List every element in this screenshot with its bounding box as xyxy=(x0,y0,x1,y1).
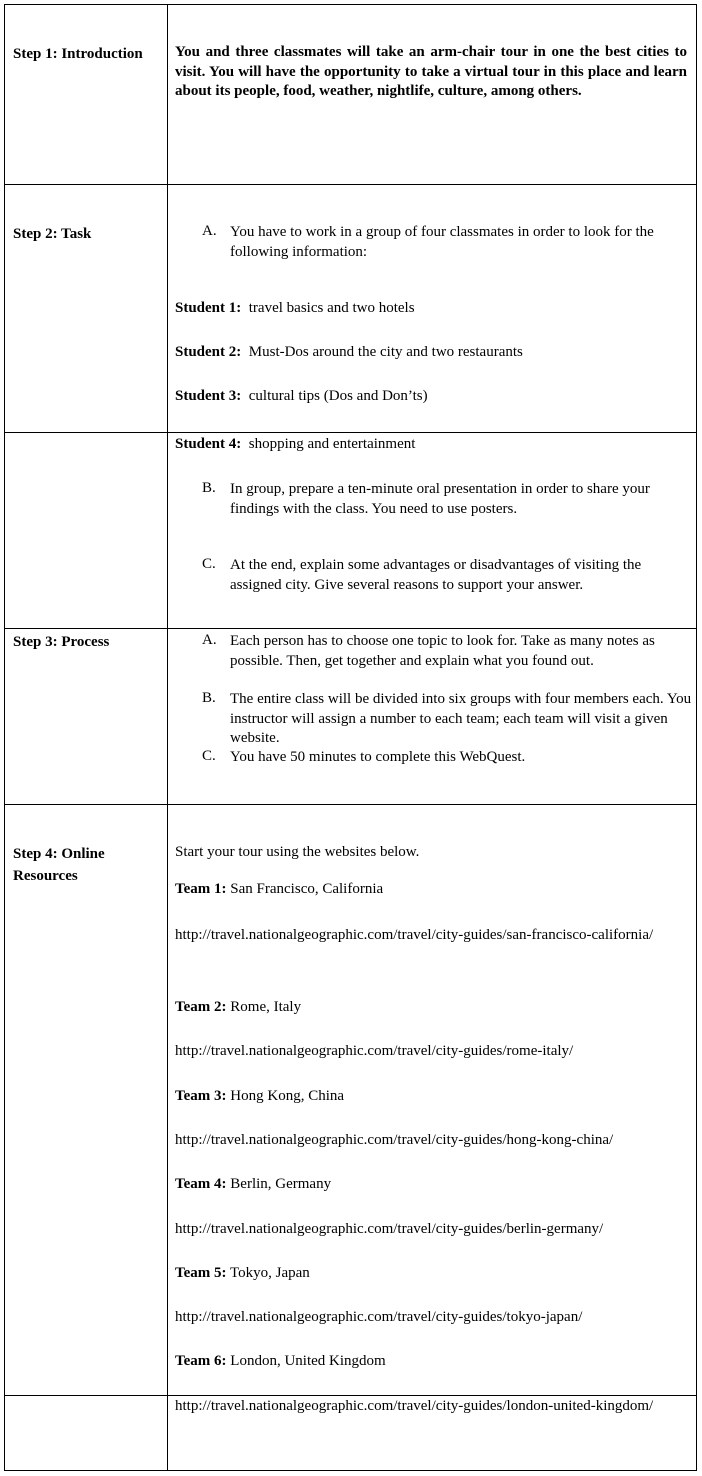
task-item-b-marker: B. xyxy=(202,480,216,496)
team-3-label: Team 3: xyxy=(175,1088,227,1104)
process-item-c-marker: C. xyxy=(202,748,216,764)
team-6-label: Team 6: xyxy=(175,1353,227,1369)
task-continued-content-cell xyxy=(167,432,697,629)
process-label-cell xyxy=(4,628,168,805)
task-item-c-text: At the end, explain some advantages or disadvantages of visiting the assigned city. Give several reasons to support your answer. xyxy=(230,557,642,593)
team-5-url[interactable]: http://travel.nationalgeographic.com/travel/city-guides/tokyo-japan/ xyxy=(175,1309,583,1325)
resources-content-cell xyxy=(167,804,697,1396)
team-5-label: Team 5: xyxy=(175,1265,227,1281)
team-5-city: Tokyo, Japan xyxy=(230,1265,310,1281)
student-2-label: Student 2: xyxy=(175,344,242,360)
process-content-cell xyxy=(167,628,697,805)
process-label: Step 3: Process xyxy=(13,634,110,650)
task-continued-label-cell xyxy=(4,432,168,629)
task-label-cell xyxy=(4,184,168,433)
team-1-line xyxy=(175,875,383,904)
resources-label: Step 4: Online Resources xyxy=(13,846,105,884)
task-item-a-text: You have to work in a group of four classmates in order to look for the following information: xyxy=(230,224,654,260)
student-3-label: Student 3: xyxy=(175,388,242,404)
resources-continued-content-cell xyxy=(167,1395,697,1471)
resources-continued-label-cell xyxy=(4,1395,168,1471)
team-1-url[interactable]: http://travel.nationalgeographic.com/travel/city-guides/san-francisco-california/ xyxy=(175,927,654,943)
team-6-city: London, United Kingdom xyxy=(230,1353,386,1369)
team-2-url[interactable]: http://travel.nationalgeographic.com/travel/city-guides/rome-italy/ xyxy=(175,1043,574,1059)
task-item-a-marker: A. xyxy=(202,223,217,239)
resources-intro: Start your tour using the websites below. xyxy=(175,844,420,860)
team-4-url[interactable]: http://travel.nationalgeographic.com/travel/city-guides/berlin-germany/ xyxy=(175,1221,604,1237)
student-3-line xyxy=(175,388,428,405)
task-content-cell xyxy=(167,184,697,433)
student-4-text: shopping and entertainment xyxy=(248,436,416,452)
team-3-url[interactable]: http://travel.nationalgeographic.com/travel/city-guides/hong-kong-china/ xyxy=(175,1132,614,1148)
team-2-label: Team 2: xyxy=(175,999,227,1015)
intro-label-cell xyxy=(4,4,168,185)
student-4-line xyxy=(175,436,415,453)
team-6-line xyxy=(175,1347,386,1376)
intro-content-cell xyxy=(167,4,697,185)
student-1-label: Student 1: xyxy=(175,300,242,316)
student-1-line xyxy=(175,300,415,317)
process-item-c-text: You have 50 minutes to complete this WebQuest. xyxy=(230,749,526,765)
task-item-b-text: In group, prepare a ten-minute oral presentation in order to share your findings with the class. You need to use posters. xyxy=(230,481,650,517)
team-3-city: Hong Kong, China xyxy=(230,1088,345,1104)
team-4-line xyxy=(175,1170,331,1199)
student-2-line xyxy=(175,344,523,361)
intro-text: You and three classmates will take an arm-chair tour in one the best cities to visit. You will have the opportunity to take a virtual tour in this place and learn about its people, food, weather, nightlife, culture, among others. xyxy=(175,44,687,99)
student-3-text: cultural tips (Dos and Don’ts) xyxy=(248,388,428,404)
team-4-label: Team 4: xyxy=(175,1176,227,1192)
intro-label: Step 1: Introduction xyxy=(13,46,143,62)
process-item-a-marker: A. xyxy=(202,632,217,648)
team-1-label: Team 1: xyxy=(175,881,227,897)
process-item-a-text: Each person has to choose one topic to look for. Take as many notes as possible. Then, get together and explain what you found out. xyxy=(230,633,655,669)
team-2-city: Rome, Italy xyxy=(230,999,302,1015)
team-1-city: San Francisco, California xyxy=(230,881,384,897)
team-5-line xyxy=(175,1259,310,1288)
student-1-text: travel basics and two hotels xyxy=(248,300,415,316)
resources-label-cell xyxy=(4,804,168,1396)
task-label: Step 2: Task xyxy=(13,226,92,242)
team-3-line xyxy=(175,1082,344,1111)
student-2-text: Must-Dos around the city and two restaurants xyxy=(248,344,523,360)
team-4-city: Berlin, Germany xyxy=(230,1176,332,1192)
process-item-b-text: The entire class will be divided into six groups with four members each. You instructor will assign a number to each team; each team will visit a given website. xyxy=(230,691,692,746)
task-item-c-marker: C. xyxy=(202,556,216,572)
team-2-line xyxy=(175,993,301,1022)
team-6-url[interactable]: http://travel.nationalgeographic.com/travel/city-guides/london-united-kingdom/ xyxy=(175,1398,654,1414)
process-item-b-marker: B. xyxy=(202,690,216,706)
student-4-label: Student 4: xyxy=(175,436,242,452)
